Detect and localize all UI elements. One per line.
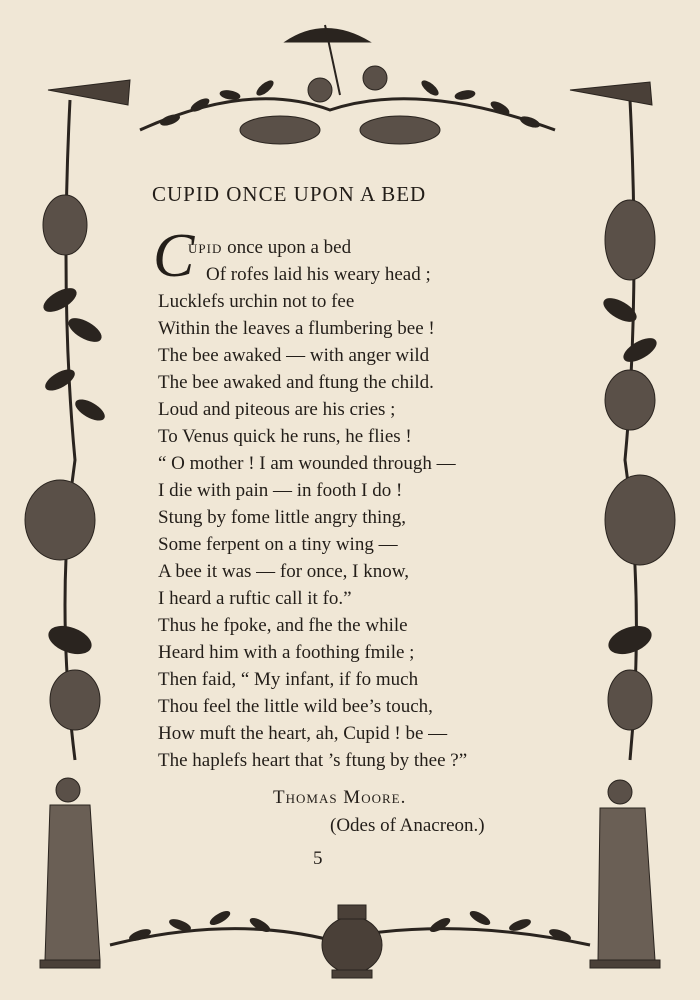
top-garland-ornament xyxy=(140,25,555,144)
poem-line-text: once upon a bed xyxy=(227,237,352,258)
poem-line: Within the leaves a flumbering bee ! xyxy=(158,318,435,339)
right-garland-ornament xyxy=(570,82,675,760)
poem-line: Lucklefs urchin not to fee xyxy=(158,291,355,312)
page-number: 5 xyxy=(313,848,323,869)
left-statue-figure xyxy=(40,778,100,968)
right-statue-figure xyxy=(590,780,660,968)
poem-line: I heard a ruftic call it fo.” xyxy=(158,588,352,609)
poem-line: Some ferpent on a tiny wing — xyxy=(158,534,398,555)
left-garland-ornament xyxy=(25,80,130,760)
poem-author: Thomas Moore. xyxy=(273,787,407,808)
poem-body xyxy=(158,234,578,774)
poem-line: How muft the heart, ah, Cupid ! be — xyxy=(158,723,448,744)
poem-line: To Venus quick he runs, he flies ! xyxy=(158,426,412,447)
poem-line: The haplefs heart that ’s ftung by thee ?” xyxy=(158,750,468,771)
poem-line: The bee awaked — with anger wild xyxy=(158,345,430,366)
poem-line: Thus he fpoke, and fhe the while xyxy=(158,615,408,636)
poem-source: (Odes of Anacreon.) xyxy=(330,815,485,836)
poem-line: I die with pain — in footh I do ! xyxy=(158,480,403,501)
poem-line xyxy=(158,234,578,261)
poem-line: The bee awaked and ftung the child. xyxy=(158,372,434,393)
poem-line: Stung by fome little angry thing, xyxy=(158,507,407,528)
bottom-garland-ornament xyxy=(110,905,590,978)
poem-first-word: upid xyxy=(188,237,223,258)
poem-line: Then faid, “ My infant, if fo much xyxy=(158,669,419,690)
poem-line: Thou feel the little wild bee’s touch, xyxy=(158,696,433,717)
poem-title: CUPID ONCE UPON A BED xyxy=(152,182,427,206)
poem-line: “ O mother ! I am wounded through — xyxy=(158,453,456,474)
poem-line: Of rofes laid his weary head ; xyxy=(206,264,431,285)
poem-line: Loud and piteous are his cries ; xyxy=(158,399,396,420)
poem-line: A bee it was — for once, I know, xyxy=(158,561,409,582)
poem-line: Heard him with a foothing fmile ; xyxy=(158,642,415,663)
drop-cap: C xyxy=(153,222,195,290)
